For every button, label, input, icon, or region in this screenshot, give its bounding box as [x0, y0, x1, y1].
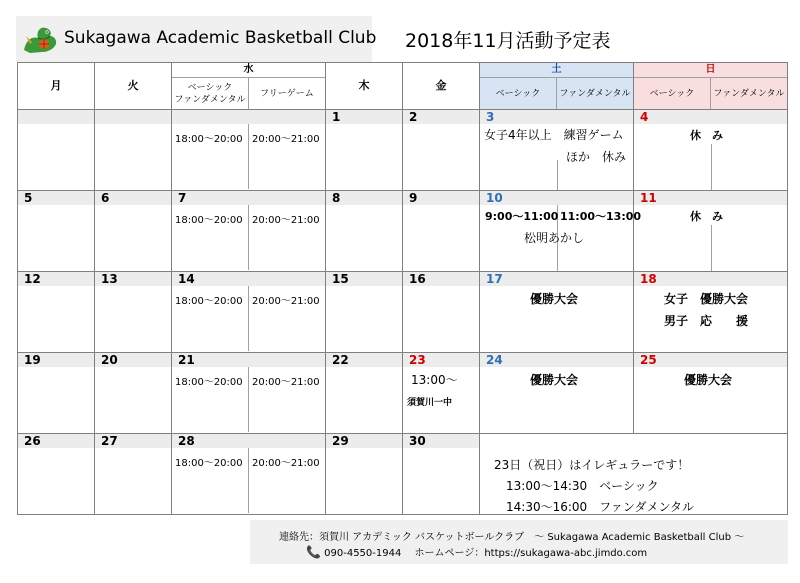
- day-cell: [18, 110, 95, 191]
- sat-basic-header: ベーシック: [495, 88, 541, 99]
- wed-free-header: フリーゲーム: [248, 78, 325, 109]
- event-text: 優勝大会: [530, 292, 579, 306]
- event-text: 11:00～13:00: [560, 210, 642, 223]
- day-cell-sat: 3 女子4年以上 練習ゲーム ほか 休み: [480, 110, 634, 191]
- event-text: ほか 休み: [566, 150, 627, 164]
- calendar-header-row: [18, 63, 788, 110]
- event-text: 女子 優勝大会: [664, 292, 749, 306]
- day-cell-sat: 17 優勝大会: [480, 272, 634, 353]
- event-text: 休 み: [690, 129, 723, 142]
- week-row-3: [18, 272, 788, 353]
- day-cell-sun: 18 女子 優勝大会 男子 応 援: [634, 272, 788, 353]
- day-cell: 5: [18, 191, 95, 272]
- day-cell: 9: [403, 191, 480, 272]
- event-text: 13:00～: [411, 373, 458, 387]
- wed-basic-header: ベーシック ファンダメンタル: [174, 82, 246, 105]
- day-cell-wed: 18:00～20:00 20:00～21:00: [172, 110, 326, 191]
- day-cell-wed: 28 18:00～20:00 20:00～21:00: [172, 434, 326, 515]
- day-cell: 20: [95, 353, 172, 434]
- event-text: 休 み: [690, 210, 723, 223]
- day-cell: 30: [403, 434, 480, 515]
- event-text: 男子 応 援: [664, 314, 749, 328]
- day-cell-wed: 14 18:00～20:00 20:00～21:00: [172, 272, 326, 353]
- day-cell: 15: [326, 272, 403, 353]
- day-cell: 1: [326, 110, 403, 191]
- day-cell: 22: [326, 353, 403, 434]
- day-cell: 23 13:00～ 須賀川一中: [403, 353, 480, 434]
- day-cell-sun: 11 休 み: [634, 191, 788, 272]
- schedule-title: 2018年11月活動予定表: [405, 30, 611, 52]
- day-cell: 2: [403, 110, 480, 191]
- day-cell: 19: [18, 353, 95, 434]
- day-cell-wed: 7 18:00～20:00 20:00～21:00: [172, 191, 326, 272]
- day-cell: 12: [18, 272, 95, 353]
- day-cell-sun: 4 休 み: [634, 110, 788, 191]
- sat-fund-header: ファンダメンタル: [556, 78, 633, 109]
- day-cell: 16: [403, 272, 480, 353]
- note-text: 23日（祝日）はイレギュラーです！: [494, 458, 690, 472]
- day-cell: 6: [95, 191, 172, 272]
- header-mon: 月: [18, 63, 95, 110]
- day-cell-sat: 10 9:00～11:00 11:00～13:00 松明あかし: [480, 191, 634, 272]
- sun-basic-header: ベーシック: [649, 88, 695, 99]
- day-cell-wed: 21 18:00～20:00 20:00～21:00: [172, 353, 326, 434]
- event-text: 優勝大会: [684, 373, 733, 387]
- event-text: 須賀川一中: [407, 398, 453, 408]
- footer-homepage: ホームページ：https://sukagawa-abc.jimdo.com: [414, 548, 648, 559]
- event-text: 優勝大会: [530, 373, 579, 387]
- week-row-2: [18, 191, 788, 272]
- week-row-1: [18, 110, 788, 191]
- day-cell-sat: 24 優勝大会: [480, 353, 634, 434]
- day-cell: 13: [95, 272, 172, 353]
- day-cell-sun: 25 優勝大会: [634, 353, 788, 434]
- footer-phone-line: [306, 544, 647, 559]
- day-cell: [95, 110, 172, 191]
- note-text: 14:30～16:00 ファンダメンタル: [506, 500, 694, 514]
- footer-contact: 連絡先：須賀川 アカデミック バスケットボールクラブ ～ Sukagawa Academic Basketball Club ～: [279, 532, 745, 543]
- phone-icon: 📞: [306, 545, 321, 559]
- event-text: 9:00～11:00: [485, 210, 559, 223]
- header-tue: 火: [95, 63, 172, 110]
- header-sat: 土 ベーシック ファンダメンタル: [480, 63, 634, 110]
- header-thu: 木: [326, 63, 403, 110]
- sun-fund-header: ファンダメンタル: [710, 78, 787, 109]
- day-cell: 26: [18, 434, 95, 515]
- event-text: 女子4年以上 練習ゲーム: [484, 128, 624, 142]
- calendar-table: [17, 62, 788, 515]
- day-cell: 27: [95, 434, 172, 515]
- day-cell: 29: [326, 434, 403, 515]
- week-row-5: [18, 434, 788, 515]
- header-sun: 日 ベーシック ファンダメンタル: [634, 63, 788, 110]
- day-cell: 8: [326, 191, 403, 272]
- week-row-4: [18, 353, 788, 434]
- dragon-logo-icon: [20, 22, 60, 56]
- note-text: 13:00～14:30 ベーシック: [506, 479, 659, 493]
- club-name: Sukagawa Academic Basketball Club: [64, 28, 377, 48]
- event-text: 松明あかし: [524, 231, 585, 245]
- footer-phone: 090-4550-1944: [324, 548, 402, 559]
- header-fri: 金: [403, 63, 480, 110]
- irregular-note-cell: [480, 434, 788, 515]
- header-wed: 水 ベーシック ファンダメンタル フリーゲーム: [172, 63, 326, 110]
